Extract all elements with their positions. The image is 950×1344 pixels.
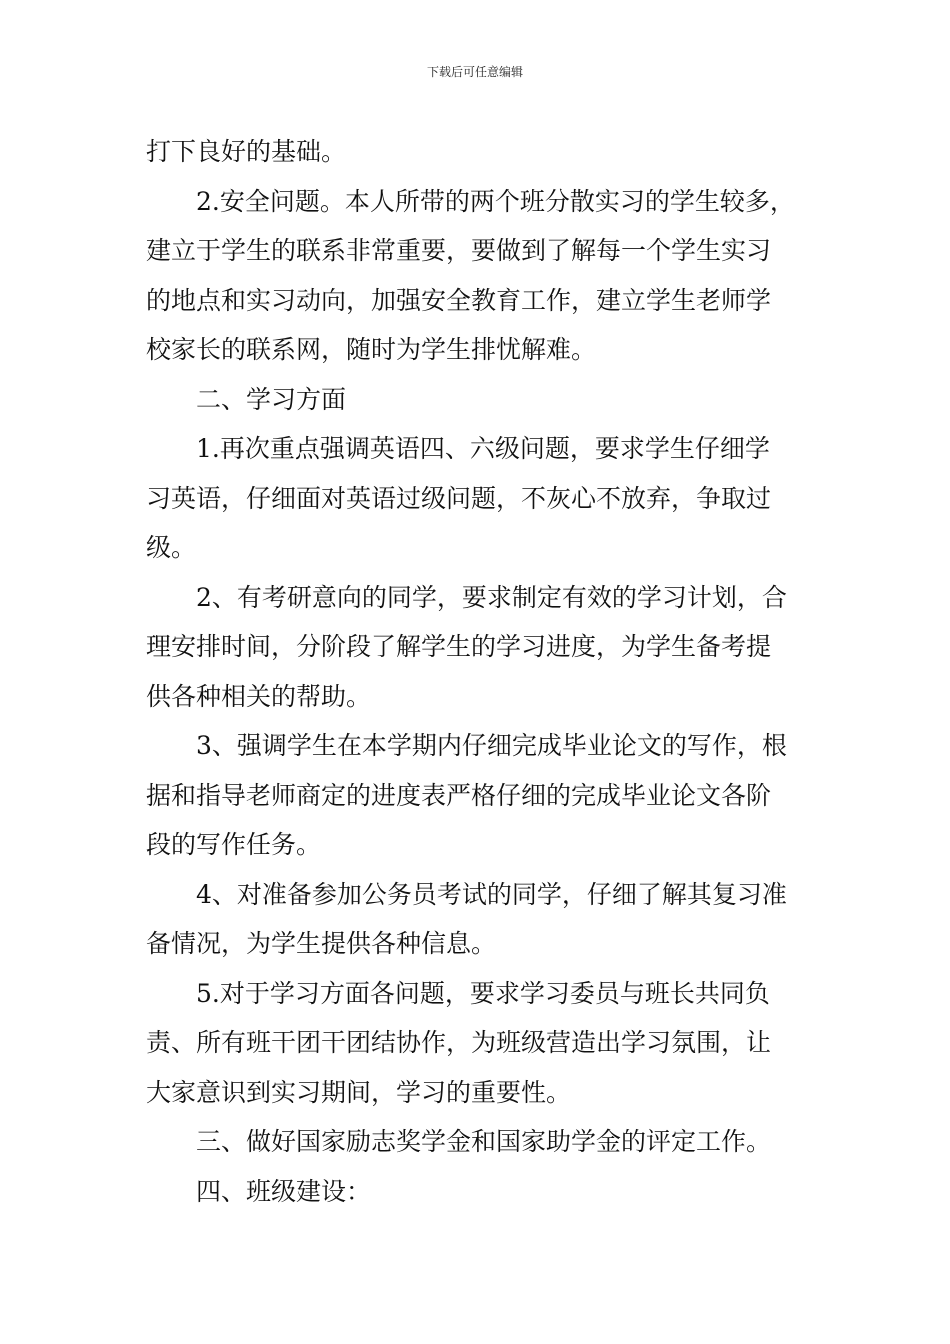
text-line: 二、学习方面: [196, 384, 347, 414]
text-line: 3、强调学生在本学期内仔细完成毕业论文的写作，根: [196, 731, 787, 760]
text-line: 4、对准备参加公务员考试的同学，仔细了解其复习准: [196, 879, 787, 909]
text-line: 大家意识到实习期间，学习的重要性。: [146, 1077, 572, 1107]
text-line: 级。: [146, 533, 197, 562]
text-line: 建立于学生的联系非常重要，要做到了解每一个学生实习: [146, 236, 772, 265]
document-body: [146, 127, 826, 1216]
text-line: 1.再次重点强调英语四、六级问题，要求学生仔细学: [196, 434, 770, 463]
text-line: 校家长的联系网，随时为学生排忧解难。: [146, 335, 597, 364]
text-line: 段的写作任务。: [146, 830, 322, 859]
text-line: 三、做好国家励志奖学金和国家助学金的评定工作。: [196, 1127, 772, 1156]
page-header: 下载后可任意编辑: [426, 65, 523, 79]
text-line: 据和指导老师商定的进度表严格仔细的完成毕业论文各阶: [146, 780, 772, 810]
text-line: 2.安全问题。本人所带的两个班分散实习的学生较多，: [196, 186, 795, 216]
text-line: 的地点和实习动向，加强安全教育工作，建立学生老师学: [146, 285, 772, 315]
text-line: 打下良好的基础。: [146, 137, 347, 166]
text-line: 5.对于学习方面各问题，要求学习委员与班长共同负: [196, 978, 770, 1008]
text-line: 四、班级建设：: [196, 1176, 372, 1206]
text-line: 习英语，仔细面对英语过级问题，不灰心不放弃，争取过: [146, 483, 772, 513]
text-line: 责、所有班干团干团结协作，为班级营造出学习氛围，让: [146, 1028, 772, 1057]
text-line: 2、有考研意向的同学，要求制定有效的学习计划，合: [196, 582, 787, 612]
text-line: 供各种相关的帮助。: [146, 681, 372, 711]
text-line: 备情况，为学生提供各种信息。: [146, 929, 497, 958]
text-line: 理安排时间，分阶段了解学生的学习进度，为学生备考提: [146, 632, 772, 661]
